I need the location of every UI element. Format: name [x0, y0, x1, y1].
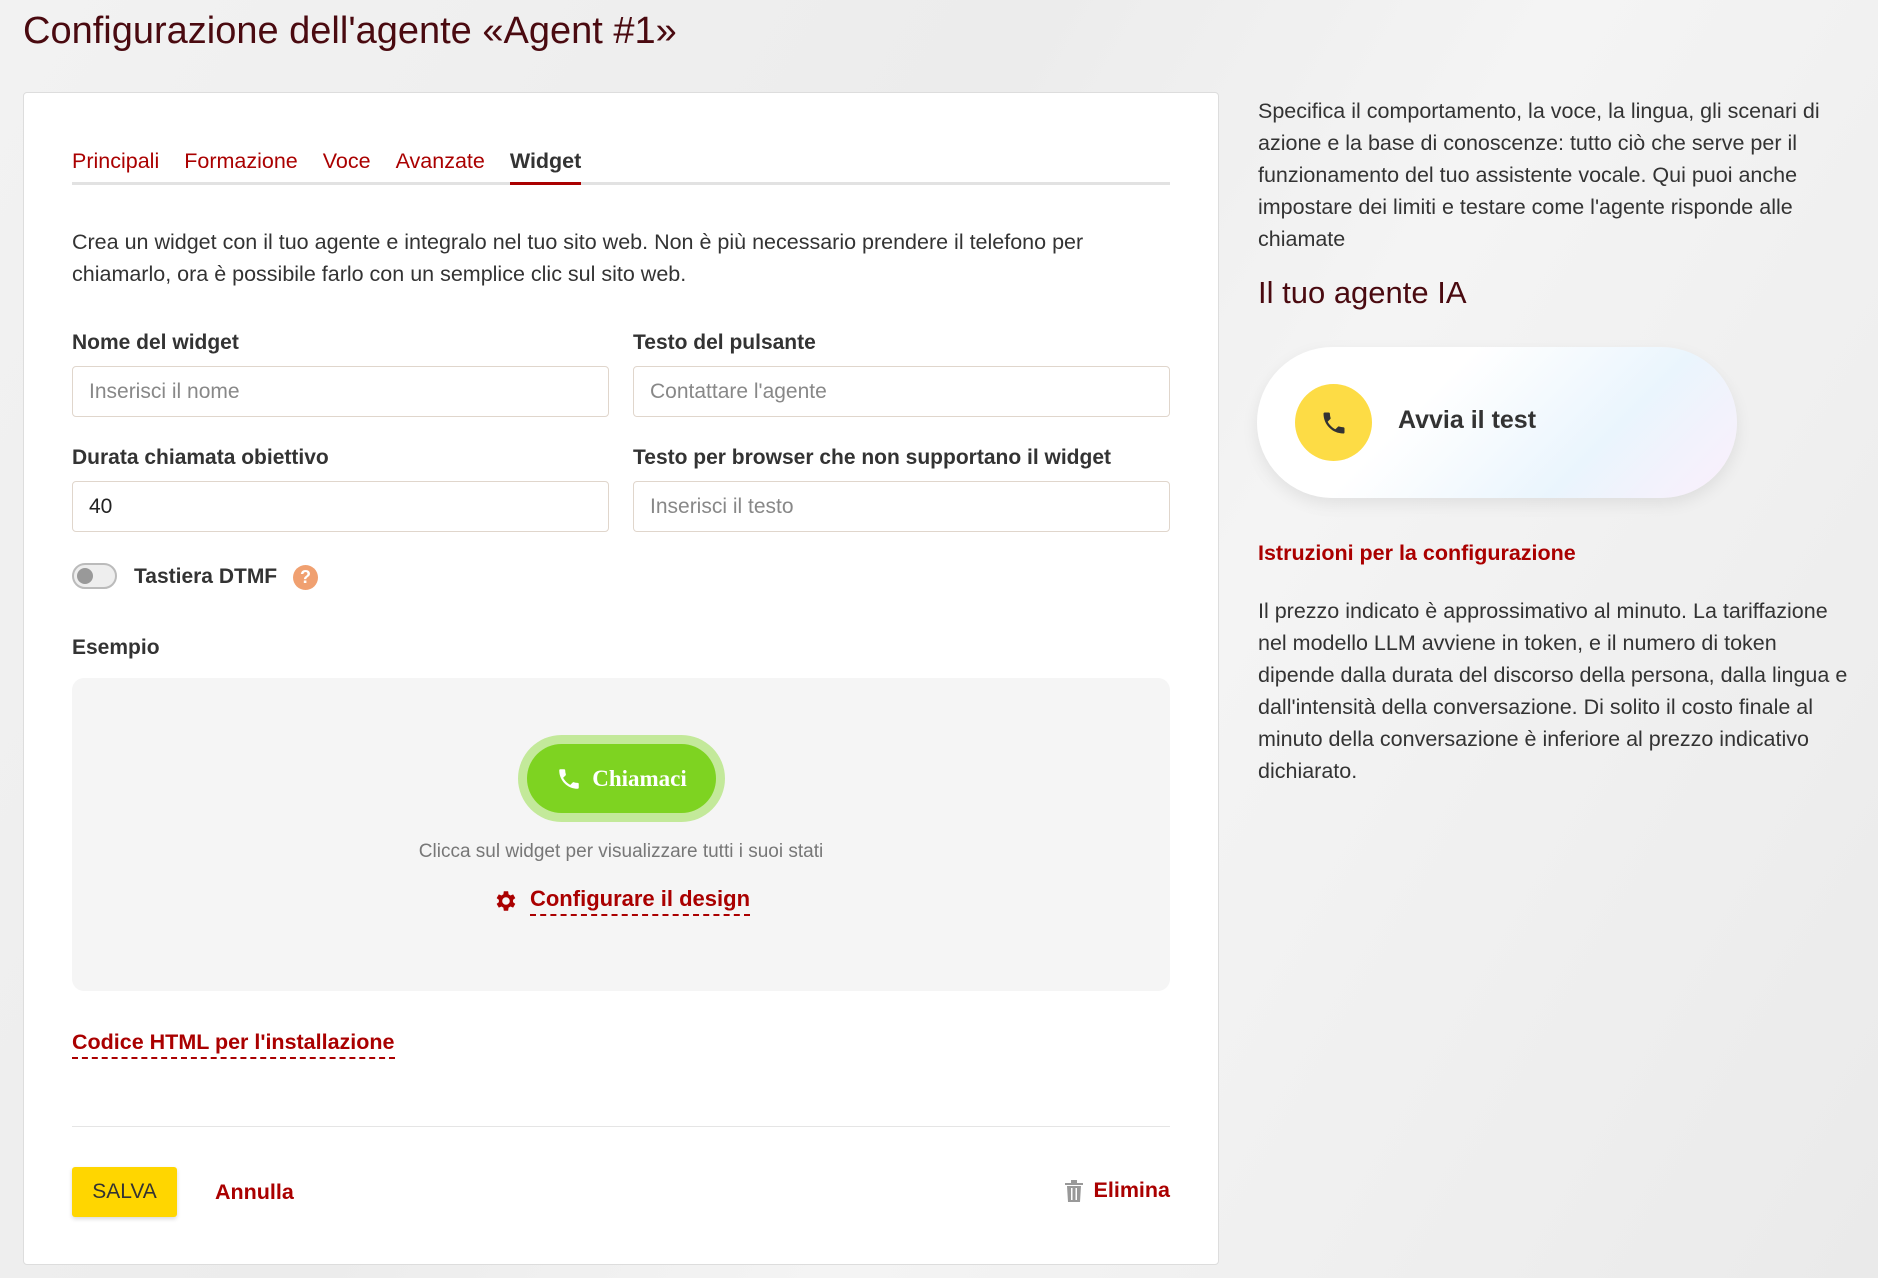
- button-text-input[interactable]: [633, 366, 1170, 417]
- instructions-link[interactable]: Istruzioni per la configurazione: [1258, 541, 1576, 565]
- fallback-text-label: Testo per browser che non supportano il widget: [633, 446, 1111, 469]
- tab-avanzate[interactable]: Avanzate: [395, 149, 485, 173]
- example-label: Esempio: [72, 636, 160, 659]
- delete-label: Elimina: [1093, 1178, 1170, 1202]
- widget-description: Crea un widget con il tuo agente e integralo nel tuo sito web. Non è più necessario prendere il telefono per chiamarlo, ora è possibile farlo con un semplice clic sul sito web.: [72, 230, 1084, 286]
- start-test-label: Avvia il test: [1398, 406, 1537, 434]
- sidebar-intro: Specifica il comportamento, la voce, la lingua, gli scenari di azione e la base di conoscenze: tutto ciò che serve per il funzionamento del tuo assistente vocale. Qui puoi anche impostare dei limiti e testare come l'agente risponde alle chiamate: [1258, 99, 1820, 251]
- pricing-note: Il prezzo indicato è approssimativo al minuto. La tariffazione nel modello LLM avviene in token, e il numero di token dipende dalla durata del discorso della persona, dalla lingua e dall'intensità della conversazione. Di solito il costo finale al minuto della conversazione è inferiore al prezzo indicativo dichiarato.: [1258, 599, 1848, 783]
- configure-design-link[interactable]: Configurare il design: [530, 886, 750, 916]
- html-code-link[interactable]: Codice HTML per l'installazione: [72, 1030, 395, 1059]
- delete-button[interactable]: [1064, 1178, 1170, 1203]
- dtmf-label: Tastiera DTMF: [134, 565, 278, 588]
- button-text-label: Testo del pulsante: [633, 331, 816, 354]
- widget-call-button[interactable]: [518, 735, 725, 822]
- preview-caption: Clicca sul widget per visualizzare tutti i suoi stati: [418, 841, 824, 862]
- widget-call-label: Chiamaci: [592, 765, 687, 791]
- save-button[interactable]: SALVA: [72, 1167, 177, 1217]
- phone-circle: [1295, 384, 1372, 461]
- widget-preview: [72, 678, 1170, 991]
- start-test-button[interactable]: [1257, 347, 1737, 498]
- cancel-button[interactable]: Annulla: [215, 1180, 294, 1204]
- divider: [72, 1126, 1170, 1127]
- call-duration-input[interactable]: [72, 481, 609, 532]
- widget-name-label: Nome del widget: [72, 331, 239, 354]
- phone-icon: [1320, 409, 1348, 437]
- widget-name-input[interactable]: [72, 366, 609, 417]
- tab-voce[interactable]: Voce: [322, 149, 371, 173]
- phone-icon: [556, 766, 582, 792]
- tab-bar: [72, 133, 1170, 185]
- widget-settings-card: [23, 92, 1219, 1265]
- tab-widget[interactable]: Widget: [510, 133, 581, 185]
- dtmf-toggle[interactable]: [72, 563, 117, 589]
- fallback-text-input[interactable]: [633, 481, 1170, 532]
- page-title: Configurazione dell'agente «Agent #1»: [23, 10, 677, 52]
- tab-principali[interactable]: Principali: [72, 149, 160, 173]
- call-duration-label: Durata chiamata obiettivo: [72, 446, 329, 469]
- help-icon[interactable]: ?: [293, 565, 318, 590]
- trash-icon: [1064, 1179, 1084, 1203]
- agent-section-title: Il tuo agente IA: [1258, 275, 1467, 310]
- gear-icon: [492, 888, 518, 914]
- sidebar: [1258, 95, 1848, 309]
- tab-formazione[interactable]: Formazione: [184, 149, 298, 173]
